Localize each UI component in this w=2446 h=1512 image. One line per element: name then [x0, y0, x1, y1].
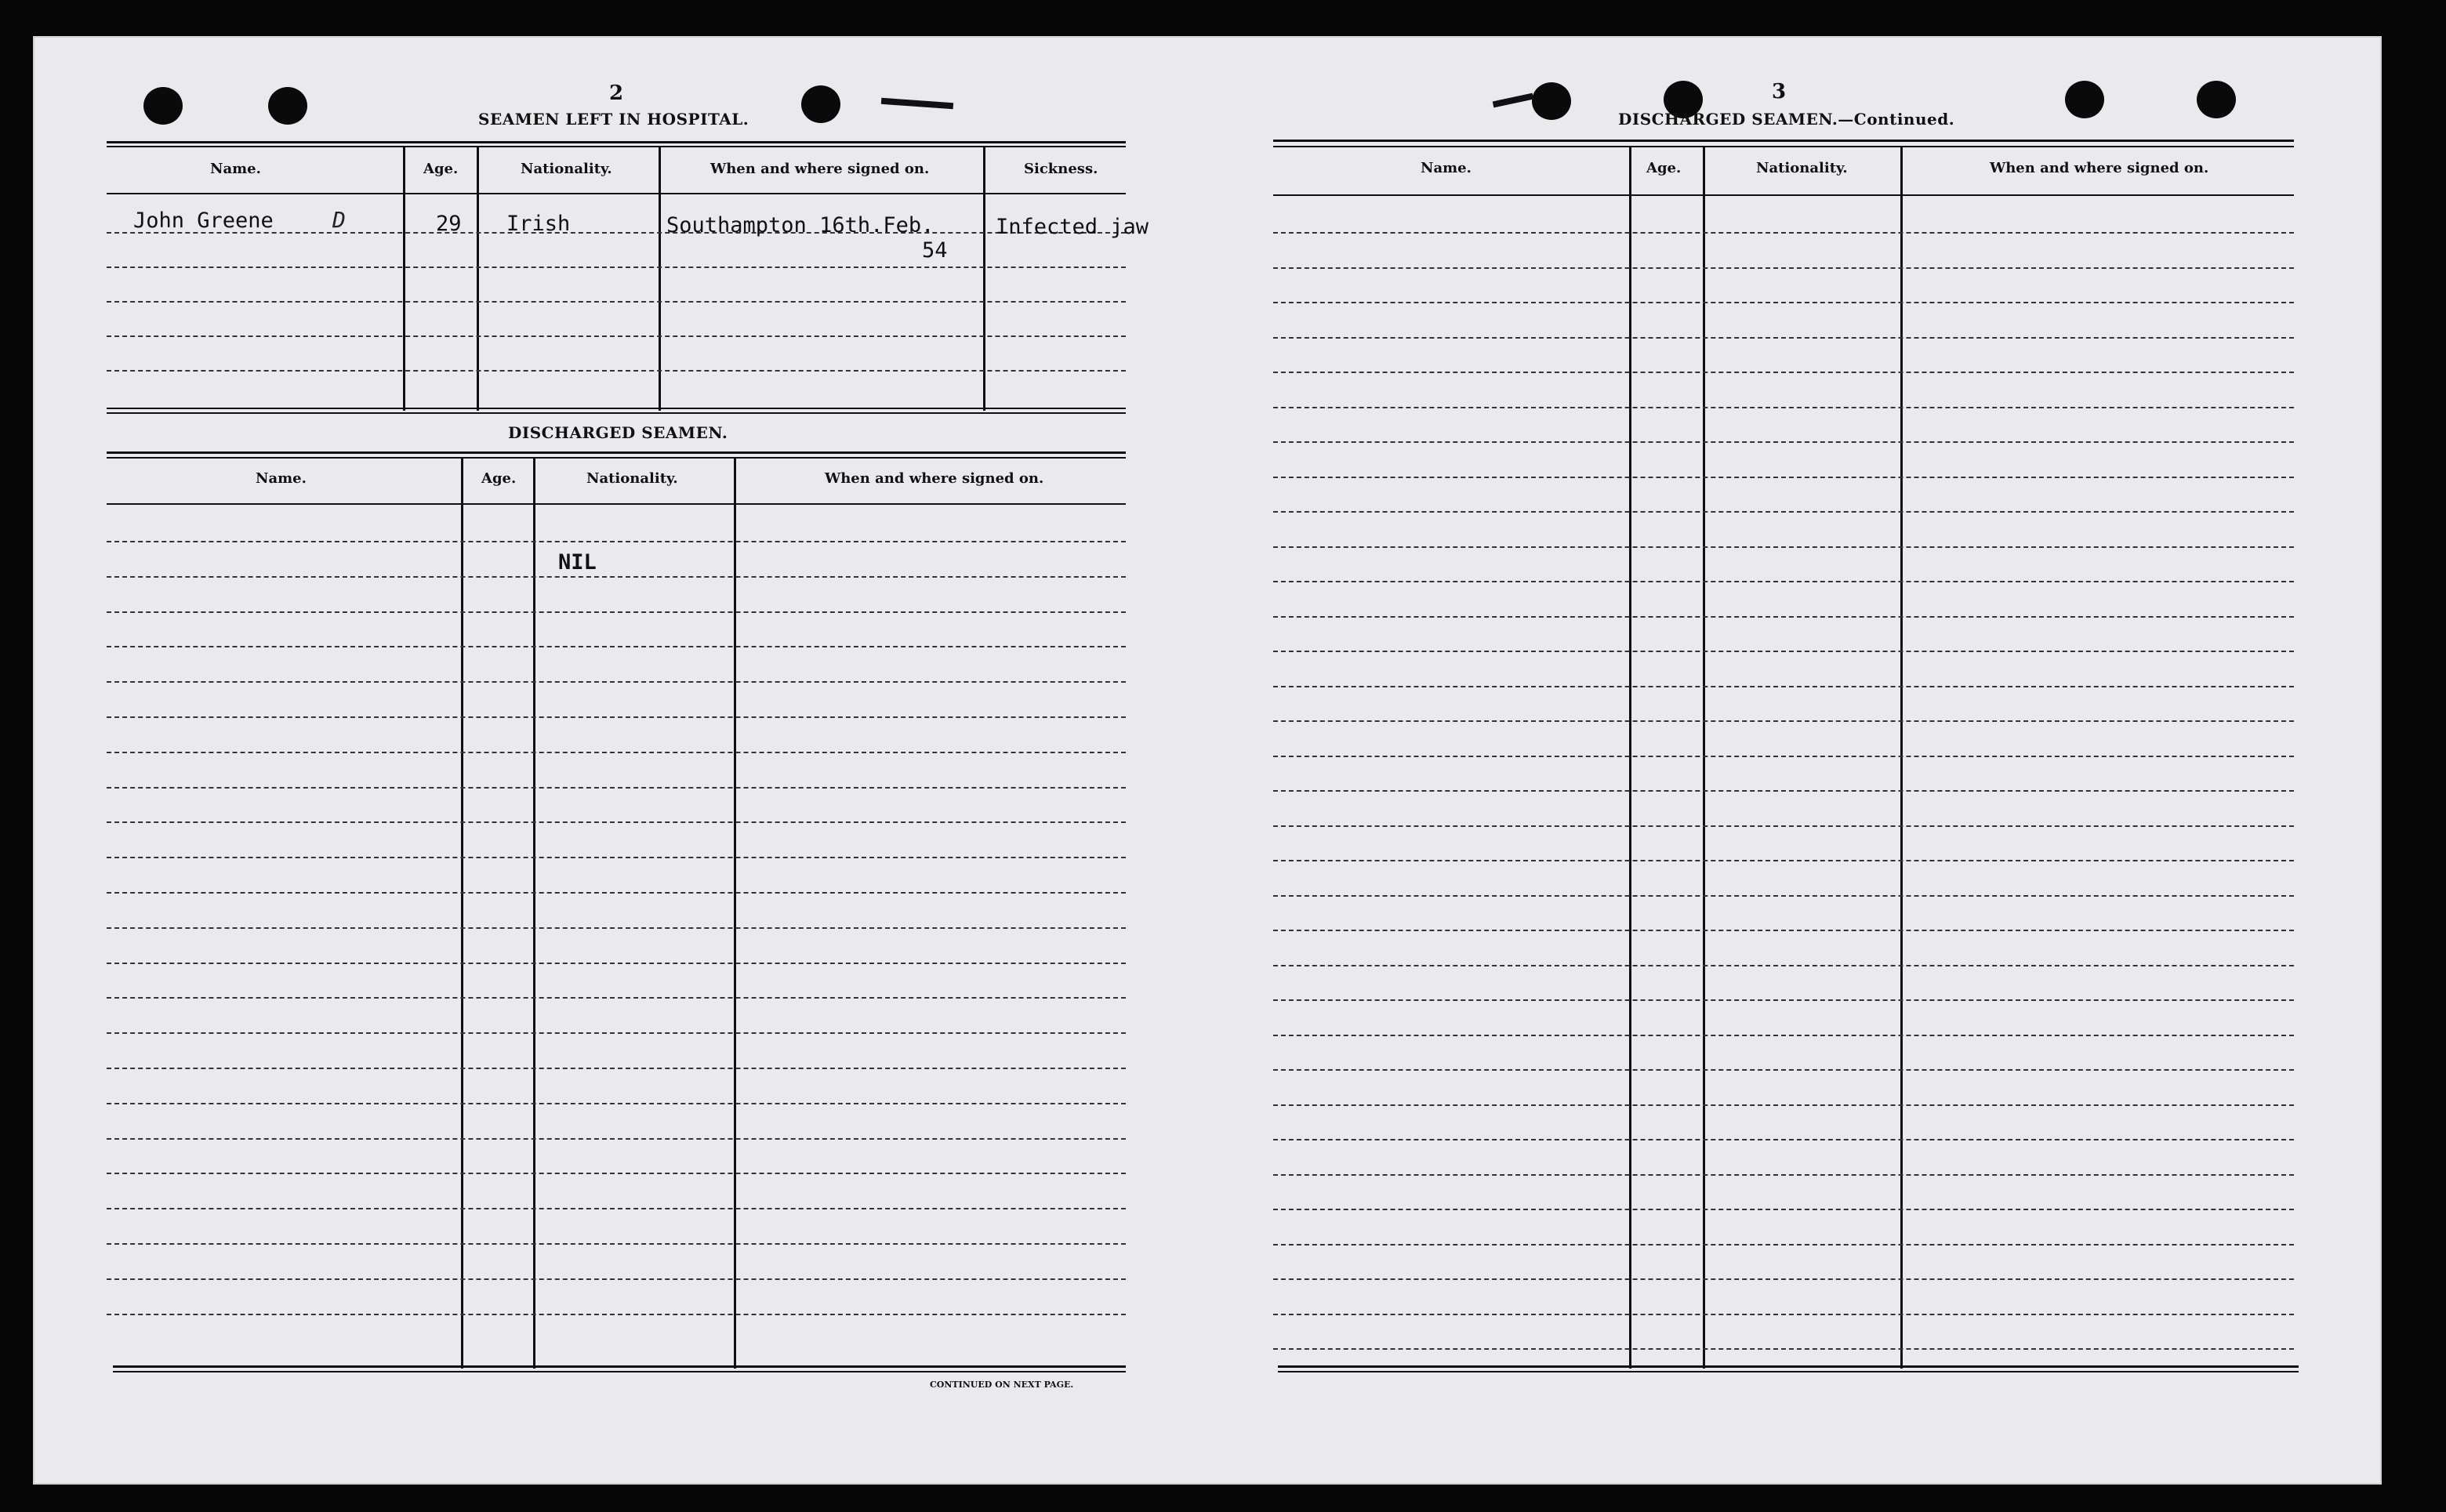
entry-line — [1273, 441, 2294, 443]
rule — [1278, 1371, 2299, 1372]
rule — [113, 1365, 1126, 1368]
entry-line — [1273, 581, 2294, 582]
entry-line — [107, 1032, 1126, 1034]
entry-line — [107, 1243, 1126, 1245]
column-divider — [461, 457, 463, 1369]
punch-hole — [2065, 81, 2104, 118]
entry-line — [107, 892, 1126, 894]
entry-line — [107, 301, 1126, 303]
punch-hole — [801, 85, 840, 123]
entry-line — [107, 576, 1126, 578]
entry-line — [107, 857, 1126, 858]
entry-line — [1273, 930, 2294, 931]
entry-line — [1273, 686, 2294, 687]
signed-on-year: 54 — [922, 238, 948, 263]
discharged-continued-title: DISCHARGED SEAMEN.—Continued. — [1618, 110, 1955, 129]
entry-line — [1273, 232, 2294, 234]
punch-hole — [268, 87, 307, 125]
entry-line — [1273, 1069, 2294, 1071]
entry-line — [1273, 616, 2294, 618]
entry-line — [107, 1173, 1126, 1174]
page-number: 2 — [609, 82, 624, 105]
column-divider — [1703, 146, 1705, 1369]
entry-line — [1273, 1035, 2294, 1036]
entry-line — [1273, 756, 2294, 757]
seaman-name: John Greene — [133, 208, 274, 233]
rule — [107, 412, 1126, 414]
hospital-section-title: SEAMEN LEFT IN HOSPITAL. — [478, 110, 749, 129]
column-header-signed-on: When and where signed on. — [825, 470, 1044, 487]
column-divider — [734, 457, 736, 1369]
column-divider — [533, 457, 535, 1369]
rule — [107, 146, 1126, 147]
punch-hole — [1532, 82, 1571, 120]
column-header-signed-on: When and where signed on. — [710, 161, 930, 177]
document-sheet — [33, 36, 2382, 1485]
entry-line — [1273, 720, 2294, 722]
entry-line — [1273, 546, 2294, 548]
rule — [1278, 1365, 2299, 1368]
entry-line — [107, 752, 1126, 753]
rule — [107, 457, 1126, 459]
rule — [1273, 194, 2294, 196]
entry-line — [1273, 1314, 2294, 1315]
entry-line — [1273, 651, 2294, 652]
continued-footer: CONTINUED ON NEXT PAGE. — [930, 1380, 1074, 1390]
entry-line — [1273, 1278, 2294, 1280]
seaman-nationality: Irish — [506, 212, 571, 236]
column-header-name: Name. — [1421, 160, 1472, 176]
entry-line — [107, 267, 1126, 268]
entry-line — [1273, 1104, 2294, 1106]
entry-line — [1273, 860, 2294, 861]
rule — [107, 408, 1126, 409]
entry-line — [107, 787, 1126, 789]
rule — [107, 193, 1126, 194]
entry-line — [1273, 477, 2294, 478]
column-header-signed-on: When and where signed on. — [1990, 160, 2209, 176]
entry-line — [107, 541, 1126, 542]
entry-line — [107, 335, 1126, 337]
entry-line — [107, 716, 1126, 718]
entry-line — [1273, 407, 2294, 408]
column-header-name: Name. — [210, 161, 261, 177]
rule — [107, 141, 1126, 143]
entry-line — [107, 1278, 1126, 1280]
sickness: Infected jaw — [996, 215, 1149, 239]
entry-line — [1273, 1209, 2294, 1210]
entry-line — [107, 1138, 1126, 1140]
entry-line — [1273, 1139, 2294, 1140]
entry-line — [107, 1314, 1126, 1315]
nil-entry: NIL — [558, 550, 597, 575]
entry-line — [1273, 267, 2294, 269]
entry-line — [107, 1208, 1126, 1209]
discharged-section-title: DISCHARGED SEAMEN. — [508, 423, 728, 442]
column-header-age: Age. — [1646, 160, 1682, 176]
entry-line — [107, 611, 1126, 613]
entry-line — [1273, 302, 2294, 303]
punch-hole — [143, 87, 183, 125]
column-header-nationality: Nationality. — [1756, 160, 1848, 176]
rule — [1273, 146, 2294, 147]
entry-line — [1273, 999, 2294, 1001]
initial-mark: D — [332, 207, 346, 233]
column-header-name: Name. — [256, 470, 307, 487]
seaman-age: 29 — [436, 212, 462, 236]
entry-line — [107, 1068, 1126, 1069]
entry-line — [1273, 825, 2294, 827]
column-divider — [1900, 146, 1903, 1369]
entry-line — [1273, 790, 2294, 792]
entry-line — [1273, 511, 2294, 513]
entry-line — [1273, 372, 2294, 373]
rule — [1273, 140, 2294, 142]
column-header-nationality: Nationality. — [521, 161, 612, 177]
column-header-age: Age. — [481, 470, 517, 487]
entry-line — [1273, 337, 2294, 339]
rule — [113, 1371, 1126, 1372]
entry-line — [107, 963, 1126, 964]
column-header-sickness: Sickness. — [1024, 161, 1098, 177]
rule — [107, 503, 1126, 505]
entry-line — [1273, 965, 2294, 966]
entry-line — [107, 646, 1126, 647]
entry-line — [107, 370, 1126, 372]
column-divider — [1629, 146, 1631, 1369]
entry-line — [1273, 895, 2294, 897]
page-number: 3 — [1772, 80, 1787, 103]
entry-line — [107, 927, 1126, 929]
entry-line — [1273, 1174, 2294, 1176]
entry-line — [107, 821, 1126, 823]
entry-line — [1273, 1348, 2294, 1350]
entry-line — [107, 997, 1126, 999]
rule — [107, 451, 1126, 454]
signed-on: Southampton 16th.Feb. — [666, 213, 934, 237]
entry-line — [1273, 1244, 2294, 1245]
punch-hole — [2197, 81, 2236, 118]
column-header-nationality: Nationality. — [586, 470, 678, 487]
entry-line — [107, 1103, 1126, 1104]
entry-line — [107, 681, 1126, 683]
column-header-age: Age. — [423, 161, 459, 177]
